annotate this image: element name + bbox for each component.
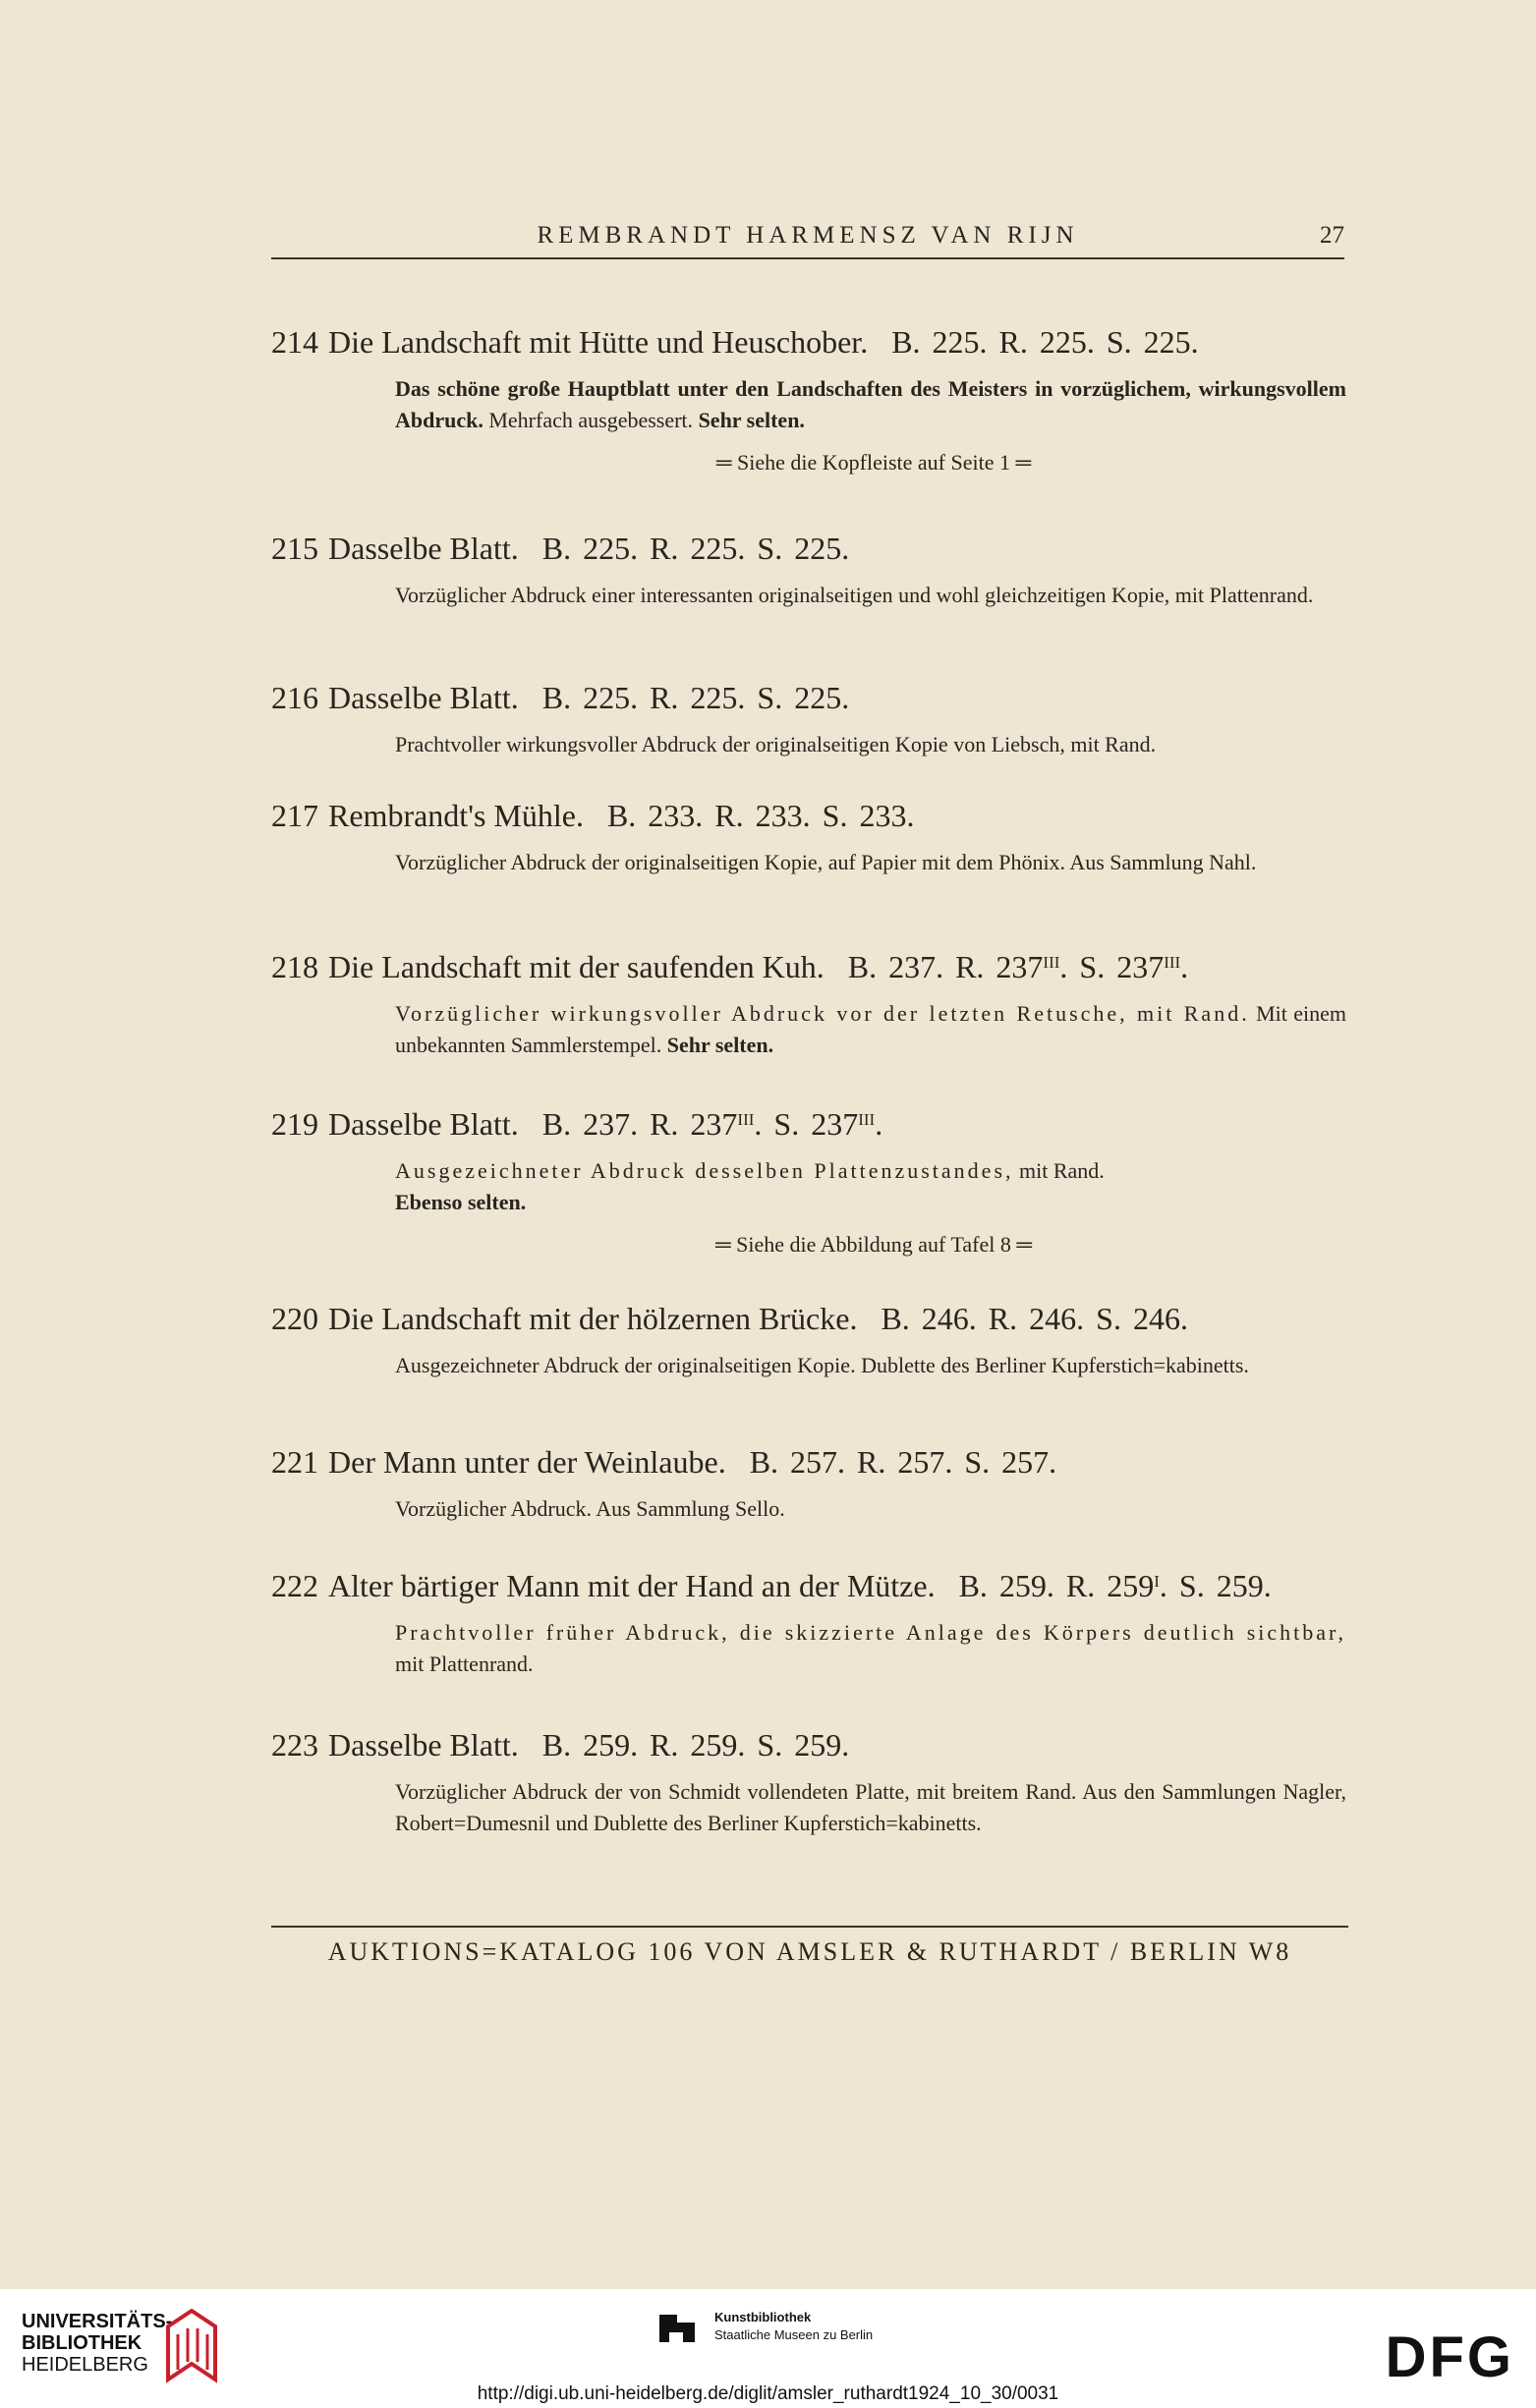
lot-title [271, 1299, 1352, 1338]
desc-part: Sehr selten. [698, 408, 805, 432]
lot-number: 221 [271, 1444, 318, 1480]
ref-part: . S. 237 [1059, 949, 1165, 984]
lot-description: Ausgezeichneter Abdruck der originalseitigen Kopie. Dublette des Berliner Kupferstich=kabinetts. [395, 1353, 1249, 1377]
lot-name: Dasselbe Blatt. [328, 531, 519, 566]
lot-description [395, 998, 1346, 1061]
lot-references [542, 1106, 882, 1142]
lot-title [271, 947, 1352, 986]
lot-references: B. 225. R. 225. S. 225. [891, 324, 1199, 360]
lot-216 [271, 678, 1352, 760]
lot-references [959, 1568, 1272, 1603]
lot-description [395, 1617, 1346, 1680]
running-header [271, 218, 1344, 259]
lot-references: B. 246. R. 246. S. 246. [881, 1301, 1188, 1336]
ref-part: . S. 259. [1159, 1568, 1272, 1603]
ub-line: UNIVERSITÄTS- [22, 2311, 173, 2332]
lot-references: B. 259. R. 259. S. 259. [541, 1727, 850, 1763]
lot-name: Die Landschaft mit der hölzernen Brücke. [328, 1301, 858, 1336]
lot-title [271, 1104, 1352, 1144]
lot-references: B. 233. R. 233. S. 233. [606, 798, 915, 833]
lot-description: Prachtvoller wirkungsvoller Abdruck der originalseitigen Kopie von Liebsch, mit Rand. [395, 732, 1157, 756]
lot-number: 223 [271, 1727, 318, 1763]
lot-name: Der Mann unter der Weinlaube. [328, 1444, 726, 1480]
lot-215 [271, 529, 1352, 611]
ub-heidelberg-wordmark[interactable] [22, 2311, 172, 2376]
ref-part: . [1180, 949, 1189, 984]
lot-name: Die Landschaft mit der saufenden Kuh. [328, 949, 825, 984]
lot-221 [271, 1442, 1352, 1525]
lot-title [271, 678, 1352, 717]
ref-part: B. 237. R. 237 [541, 1106, 738, 1142]
desc-part: Mehrfach ausgebessert. [488, 408, 694, 432]
page-number: 27 [1320, 222, 1344, 249]
state-superscript: III [858, 1110, 876, 1129]
ub-line: HEIDELBERG [22, 2354, 148, 2376]
lot-description [395, 373, 1346, 436]
see-note: ═ Siehe die Kopfleiste auf Seite 1 ═ [715, 450, 1032, 475]
lot-references: B. 257. R. 257. S. 257. [749, 1444, 1057, 1480]
lot-number: 214 [271, 324, 318, 360]
kunstbibliothek-mark-icon [655, 2307, 703, 2346]
lot-219 [271, 1104, 1352, 1258]
kb-name: Kunstbibliothek [714, 2310, 812, 2324]
lot-title [271, 529, 1352, 568]
lot-references: B. 225. R. 225. S. 225. [541, 680, 850, 715]
lot-description: Vorzüglicher Abdruck der von Schmidt vollendeten Platte, mit breitem Rand. Aus den Sammlungen Nagler, Robert=Dumesnil und Dublette des Berliner Kupferstich=kabinetts. [395, 1779, 1346, 1835]
desc-part: mit Rand. [1019, 1158, 1105, 1183]
lot-number: 219 [271, 1106, 318, 1142]
lot-223 [271, 1725, 1352, 1839]
lot-number: 222 [271, 1568, 318, 1603]
library-band [0, 2289, 1536, 2408]
lot-name: Dasselbe Blatt. [328, 1106, 519, 1142]
catalog-footer: AUKTIONS=KATALOG 106 VON AMSLER & RUTHARDT / BERLIN W8 [271, 1926, 1348, 1967]
state-superscript: III [1164, 953, 1181, 972]
lot-name: Alter bärtiger Mann mit der Hand an der Mütze. [328, 1568, 936, 1603]
ref-part: . [875, 1106, 883, 1142]
lot-214 [271, 322, 1352, 476]
lot-description [395, 1155, 1346, 1218]
desc-part: Ausgezeichneter Abdruck desselben Plattenzustandes, [395, 1158, 1014, 1183]
state-superscript: III [1043, 953, 1060, 972]
lot-description: Vorzüglicher Abdruck. Aus Sammlung Sello. [395, 1496, 785, 1521]
desc-part: Vorzüglicher wirkungsvoller Abdruck vor der letzten Retusche, mit Rand. [395, 1001, 1250, 1026]
lot-number: 218 [271, 949, 318, 984]
lot-title [271, 1566, 1352, 1605]
kunstbibliothek-text [714, 2309, 873, 2344]
lot-description: Vorzüglicher Abdruck der originalseitigen Kopie, auf Papier mit dem Phönix. Aus Sammlung Nahl. [395, 850, 1257, 874]
lot-name: Rembrandt's Mühle. [328, 798, 584, 833]
lot-title [271, 322, 1352, 362]
dfg-logo[interactable]: DFG [1385, 2325, 1514, 2389]
ub-heidelberg-logo-icon [162, 2305, 221, 2387]
desc-part: Mit einem unbekannten Sammlerstempel. [395, 1001, 1347, 1057]
see-note: ═ Siehe die Abbildung auf Tafel 8 ═ [715, 1232, 1032, 1257]
lot-title [271, 1725, 1352, 1764]
ref-part: B. 237. R. 237 [847, 949, 1044, 984]
lot-number: 220 [271, 1301, 318, 1336]
lot-220 [271, 1299, 1352, 1381]
lot-name: Die Landschaft mit Hütte und Heuschober. [328, 324, 869, 360]
lot-description: Vorzüglicher Abdruck einer interessanten originalseitigen und wohl gleichzeitigen Kopie, mit Plattenrand. [395, 583, 1314, 607]
lot-number: 216 [271, 680, 318, 715]
kb-subtitle: Staatliche Museen zu Berlin [714, 2327, 874, 2342]
kunstbibliothek-logo[interactable] [655, 2307, 874, 2351]
state-superscript: III [737, 1110, 755, 1129]
lot-218 [271, 947, 1352, 1061]
state-superscript: I [1154, 1572, 1160, 1591]
desc-part: Prachtvoller früher Abdruck, die skizzierte Anlage des Körpers deutlich sichtbar, [395, 1620, 1346, 1645]
desc-part: mit Plattenrand. [395, 1652, 534, 1676]
lot-number: 215 [271, 531, 318, 566]
lot-title [271, 796, 1352, 835]
lot-title [271, 1442, 1352, 1482]
header-title: REMBRANDT HARMENSZ VAN RIJN [537, 222, 1079, 249]
lot-name: Dasselbe Blatt. [328, 680, 519, 715]
lot-references [848, 949, 1188, 984]
lot-217 [271, 796, 1352, 878]
desc-part: Das schöne große Hauptblatt unter den Landschaften des Meisters in vorzüglichem, wirkungsvollem Abdruck. [395, 376, 1346, 432]
desc-part: Ebenso selten. [395, 1190, 527, 1214]
ref-part: . S. 237 [754, 1106, 859, 1142]
ref-part: B. 259. R. 259 [958, 1568, 1155, 1603]
source-url-link[interactable]: http://digi.ub.uni-heidelberg.de/diglit/amsler_ruthardt1924_10_30/0031 [477, 2383, 1059, 2404]
lot-222 [271, 1566, 1352, 1680]
lot-number: 217 [271, 798, 318, 833]
ub-line: BIBLIOTHEK [22, 2332, 142, 2354]
lot-name: Dasselbe Blatt. [328, 1727, 519, 1763]
desc-part: Sehr selten. [666, 1033, 774, 1057]
lot-references: B. 225. R. 225. S. 225. [541, 531, 850, 566]
